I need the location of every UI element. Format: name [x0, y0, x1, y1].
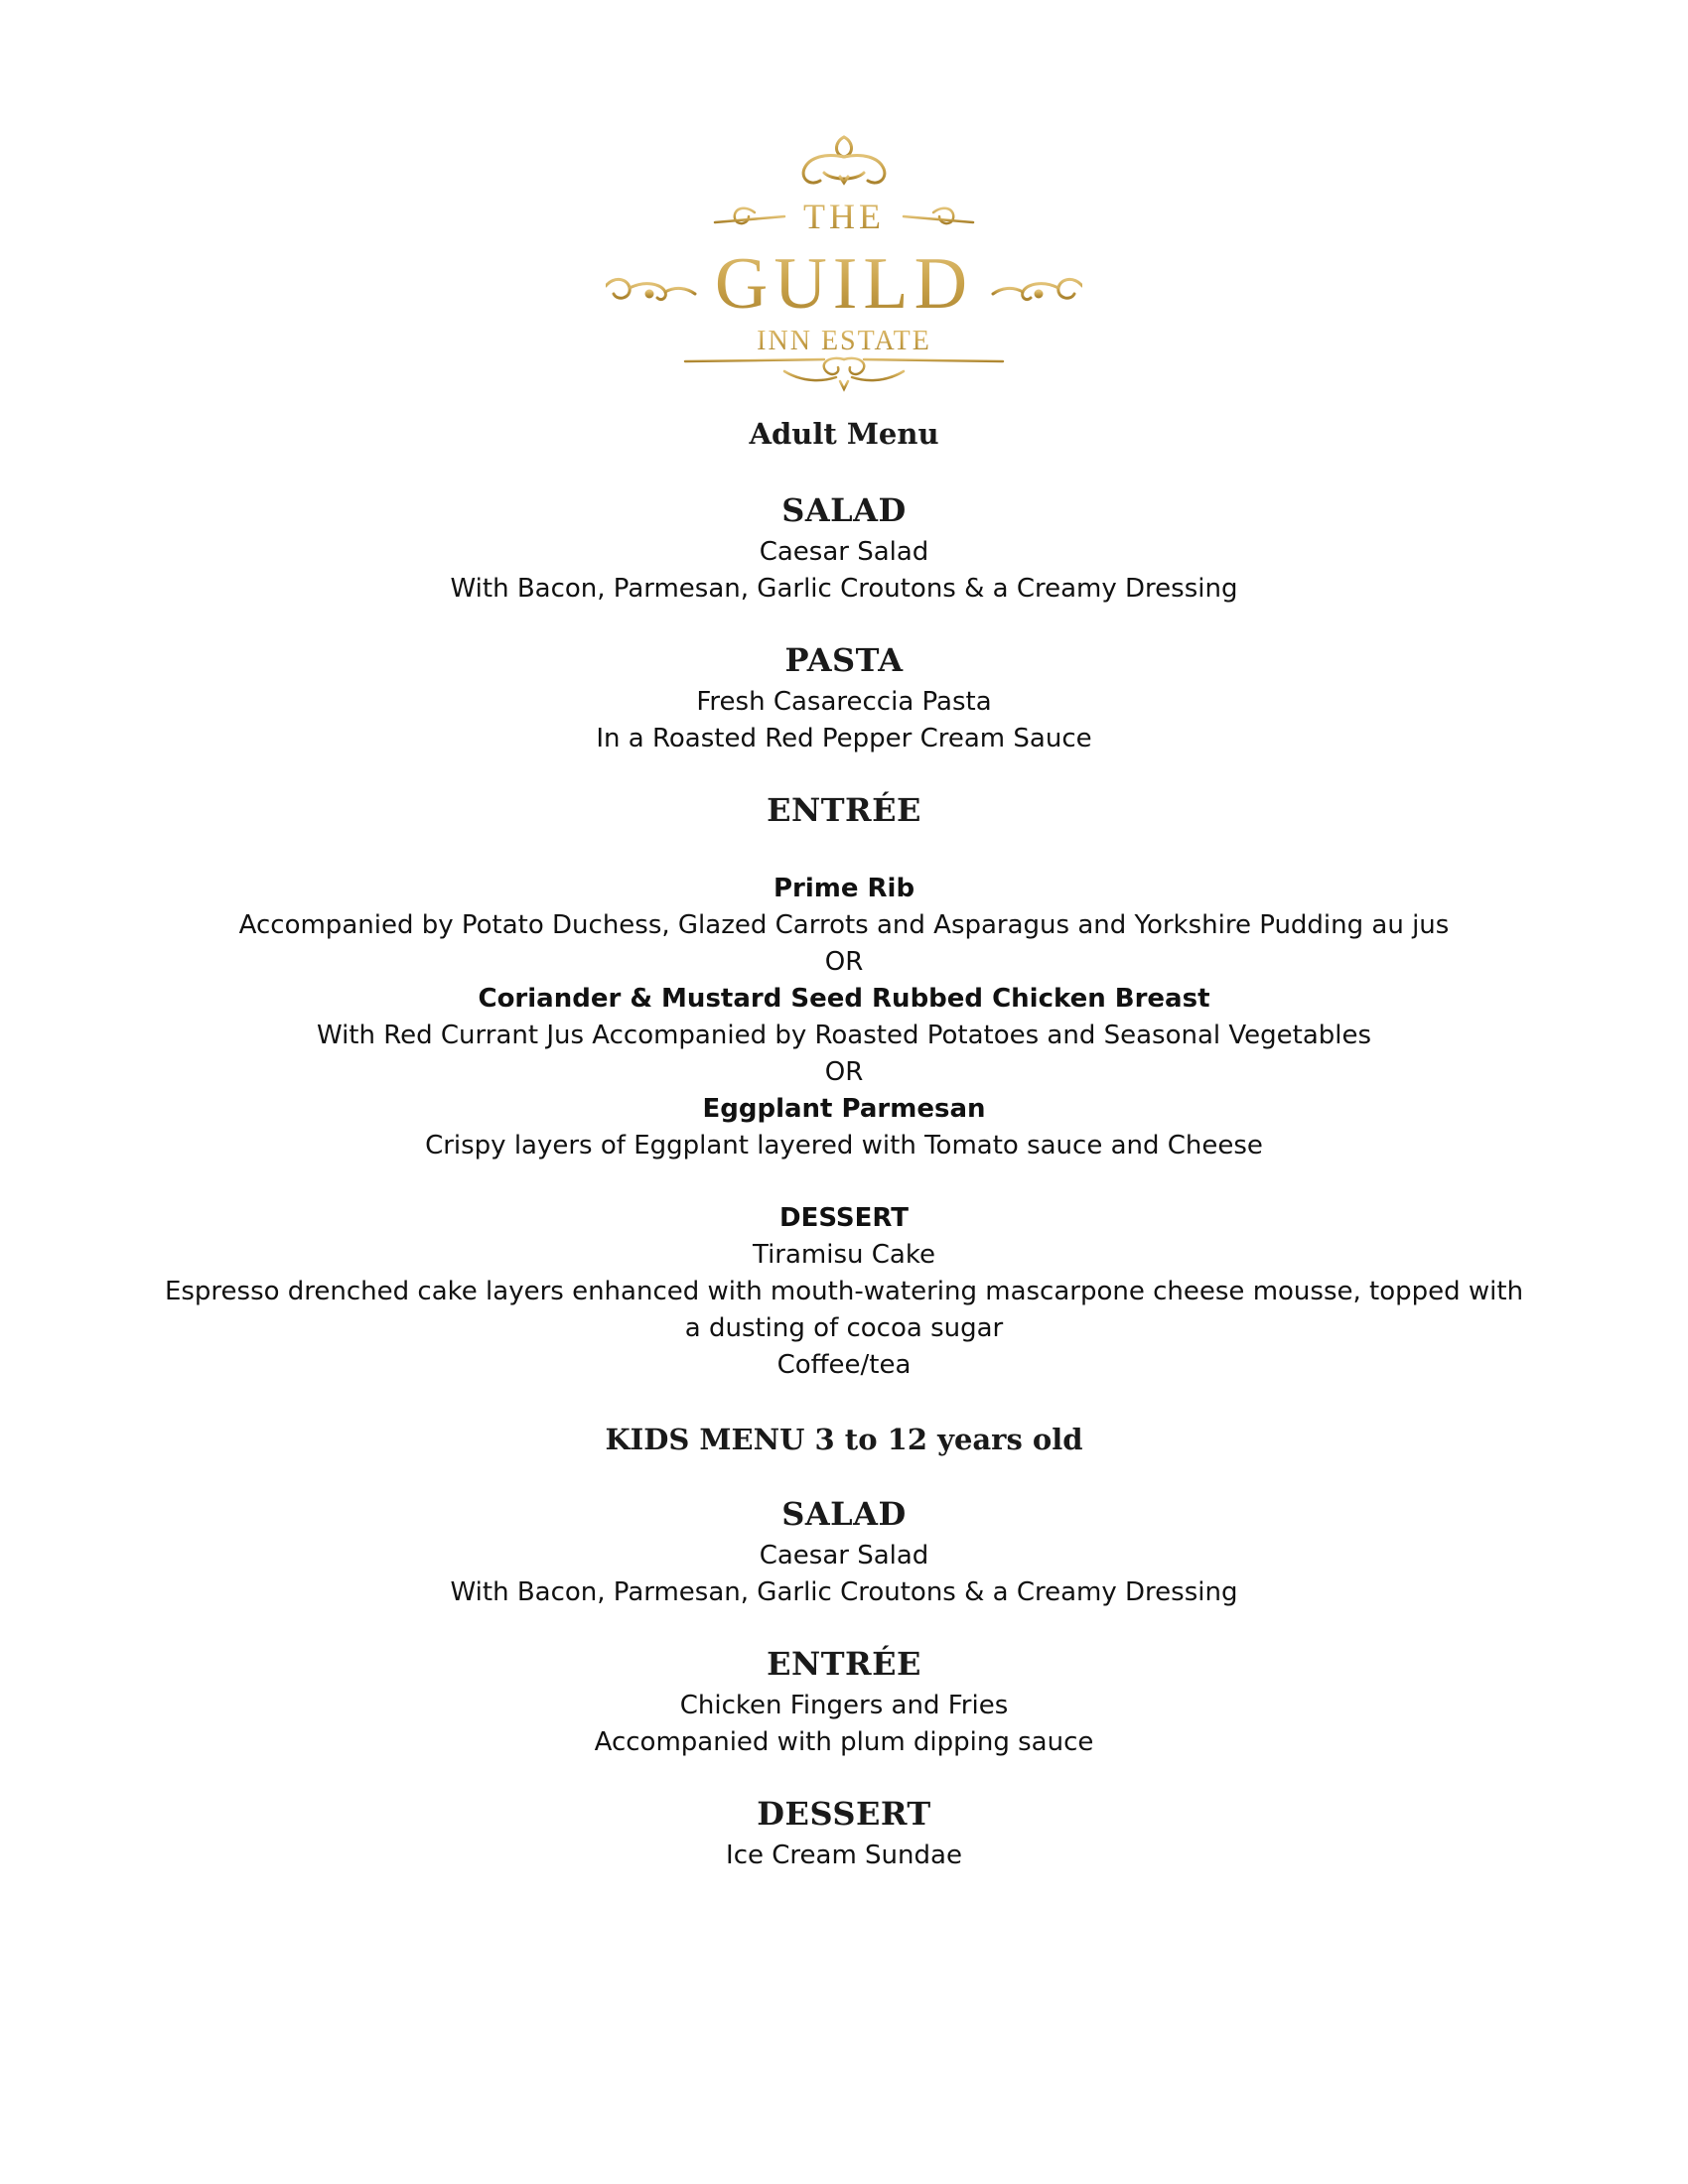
adult-menu-title: Adult Menu: [749, 417, 939, 451]
entree-option1-name: Prime Rib: [773, 874, 915, 903]
kids-entree-heading: ENTRÉE: [767, 1645, 921, 1683]
adult-salad-item: Caesar Salad: [759, 537, 929, 567]
kids-entree-desc: Accompanied with plum dipping sauce: [594, 1727, 1094, 1757]
kids-salad-item: Caesar Salad: [759, 1541, 929, 1570]
guild-left-flourish: [606, 279, 695, 299]
logo-graphic: [606, 117, 1082, 395]
guild-right-flourish: [993, 279, 1082, 299]
logo-inn-estate-text: INN ESTATE: [757, 326, 931, 356]
entree-or-2: OR: [824, 1057, 864, 1087]
entree-option1-desc: Accompanied by Potato Duchess, Glazed Carrots and Asparagus and Yorkshire Pudding au jus: [238, 910, 1450, 940]
entree-option2-name: Coriander & Mustard Seed Rubbed Chicken Breast: [478, 984, 1210, 1014]
entree-option3-desc: Crispy layers of Eggplant layered with Tomato sauce and Cheese: [425, 1131, 1263, 1160]
bottom-ornament: [685, 358, 1003, 389]
adult-salad-heading: SALAD: [781, 491, 907, 529]
kids-salad-desc: With Bacon, Parmesan, Garlic Croutons & a Creamy Dressing: [450, 1577, 1238, 1607]
adult-salad-desc: With Bacon, Parmesan, Garlic Croutons & a Creamy Dressing: [450, 574, 1238, 604]
kids-salad-heading: SALAD: [781, 1495, 907, 1533]
kids-dessert-item: Ice Cream Sundae: [726, 1841, 962, 1870]
adult-pasta-desc: In a Roasted Red Pepper Cream Sauce: [596, 724, 1092, 753]
adult-dessert-item: Tiramisu Cake: [753, 1240, 935, 1270]
entree-option2-desc: With Red Currant Jus Accompanied by Roasted Potatoes and Seasonal Vegetables: [316, 1021, 1372, 1050]
adult-dessert-heading: DESSERT: [779, 1203, 909, 1233]
kids-dessert-heading: DESSERT: [757, 1795, 931, 1833]
adult-pasta-item: Fresh Casareccia Pasta: [696, 687, 992, 717]
kids-entree-item: Chicken Fingers and Fries: [679, 1691, 1009, 1720]
logo-the-text: THE: [803, 197, 885, 236]
adult-dessert-desc-line2: a dusting of cocoa sugar: [684, 1313, 1004, 1343]
entree-or-1: OR: [824, 947, 864, 977]
kids-menu-title: KIDS MENU 3 to 12 years old: [605, 1423, 1083, 1456]
adult-entree-heading: ENTRÉE: [767, 791, 921, 829]
logo-guild-text: GUILD: [714, 243, 974, 325]
adult-dessert-beverage: Coffee/tea: [776, 1350, 912, 1380]
top-ornament: [803, 125, 885, 183]
adult-dessert-desc-line1: Espresso drenched cake layers enhanced with mouth-watering mascarpone cheese mousse, topped with: [164, 1277, 1524, 1306]
guild-inn-estate-logo: [606, 117, 1082, 395]
entree-option3-name: Eggplant Parmesan: [702, 1094, 986, 1124]
adult-pasta-heading: PASTA: [784, 641, 904, 679]
